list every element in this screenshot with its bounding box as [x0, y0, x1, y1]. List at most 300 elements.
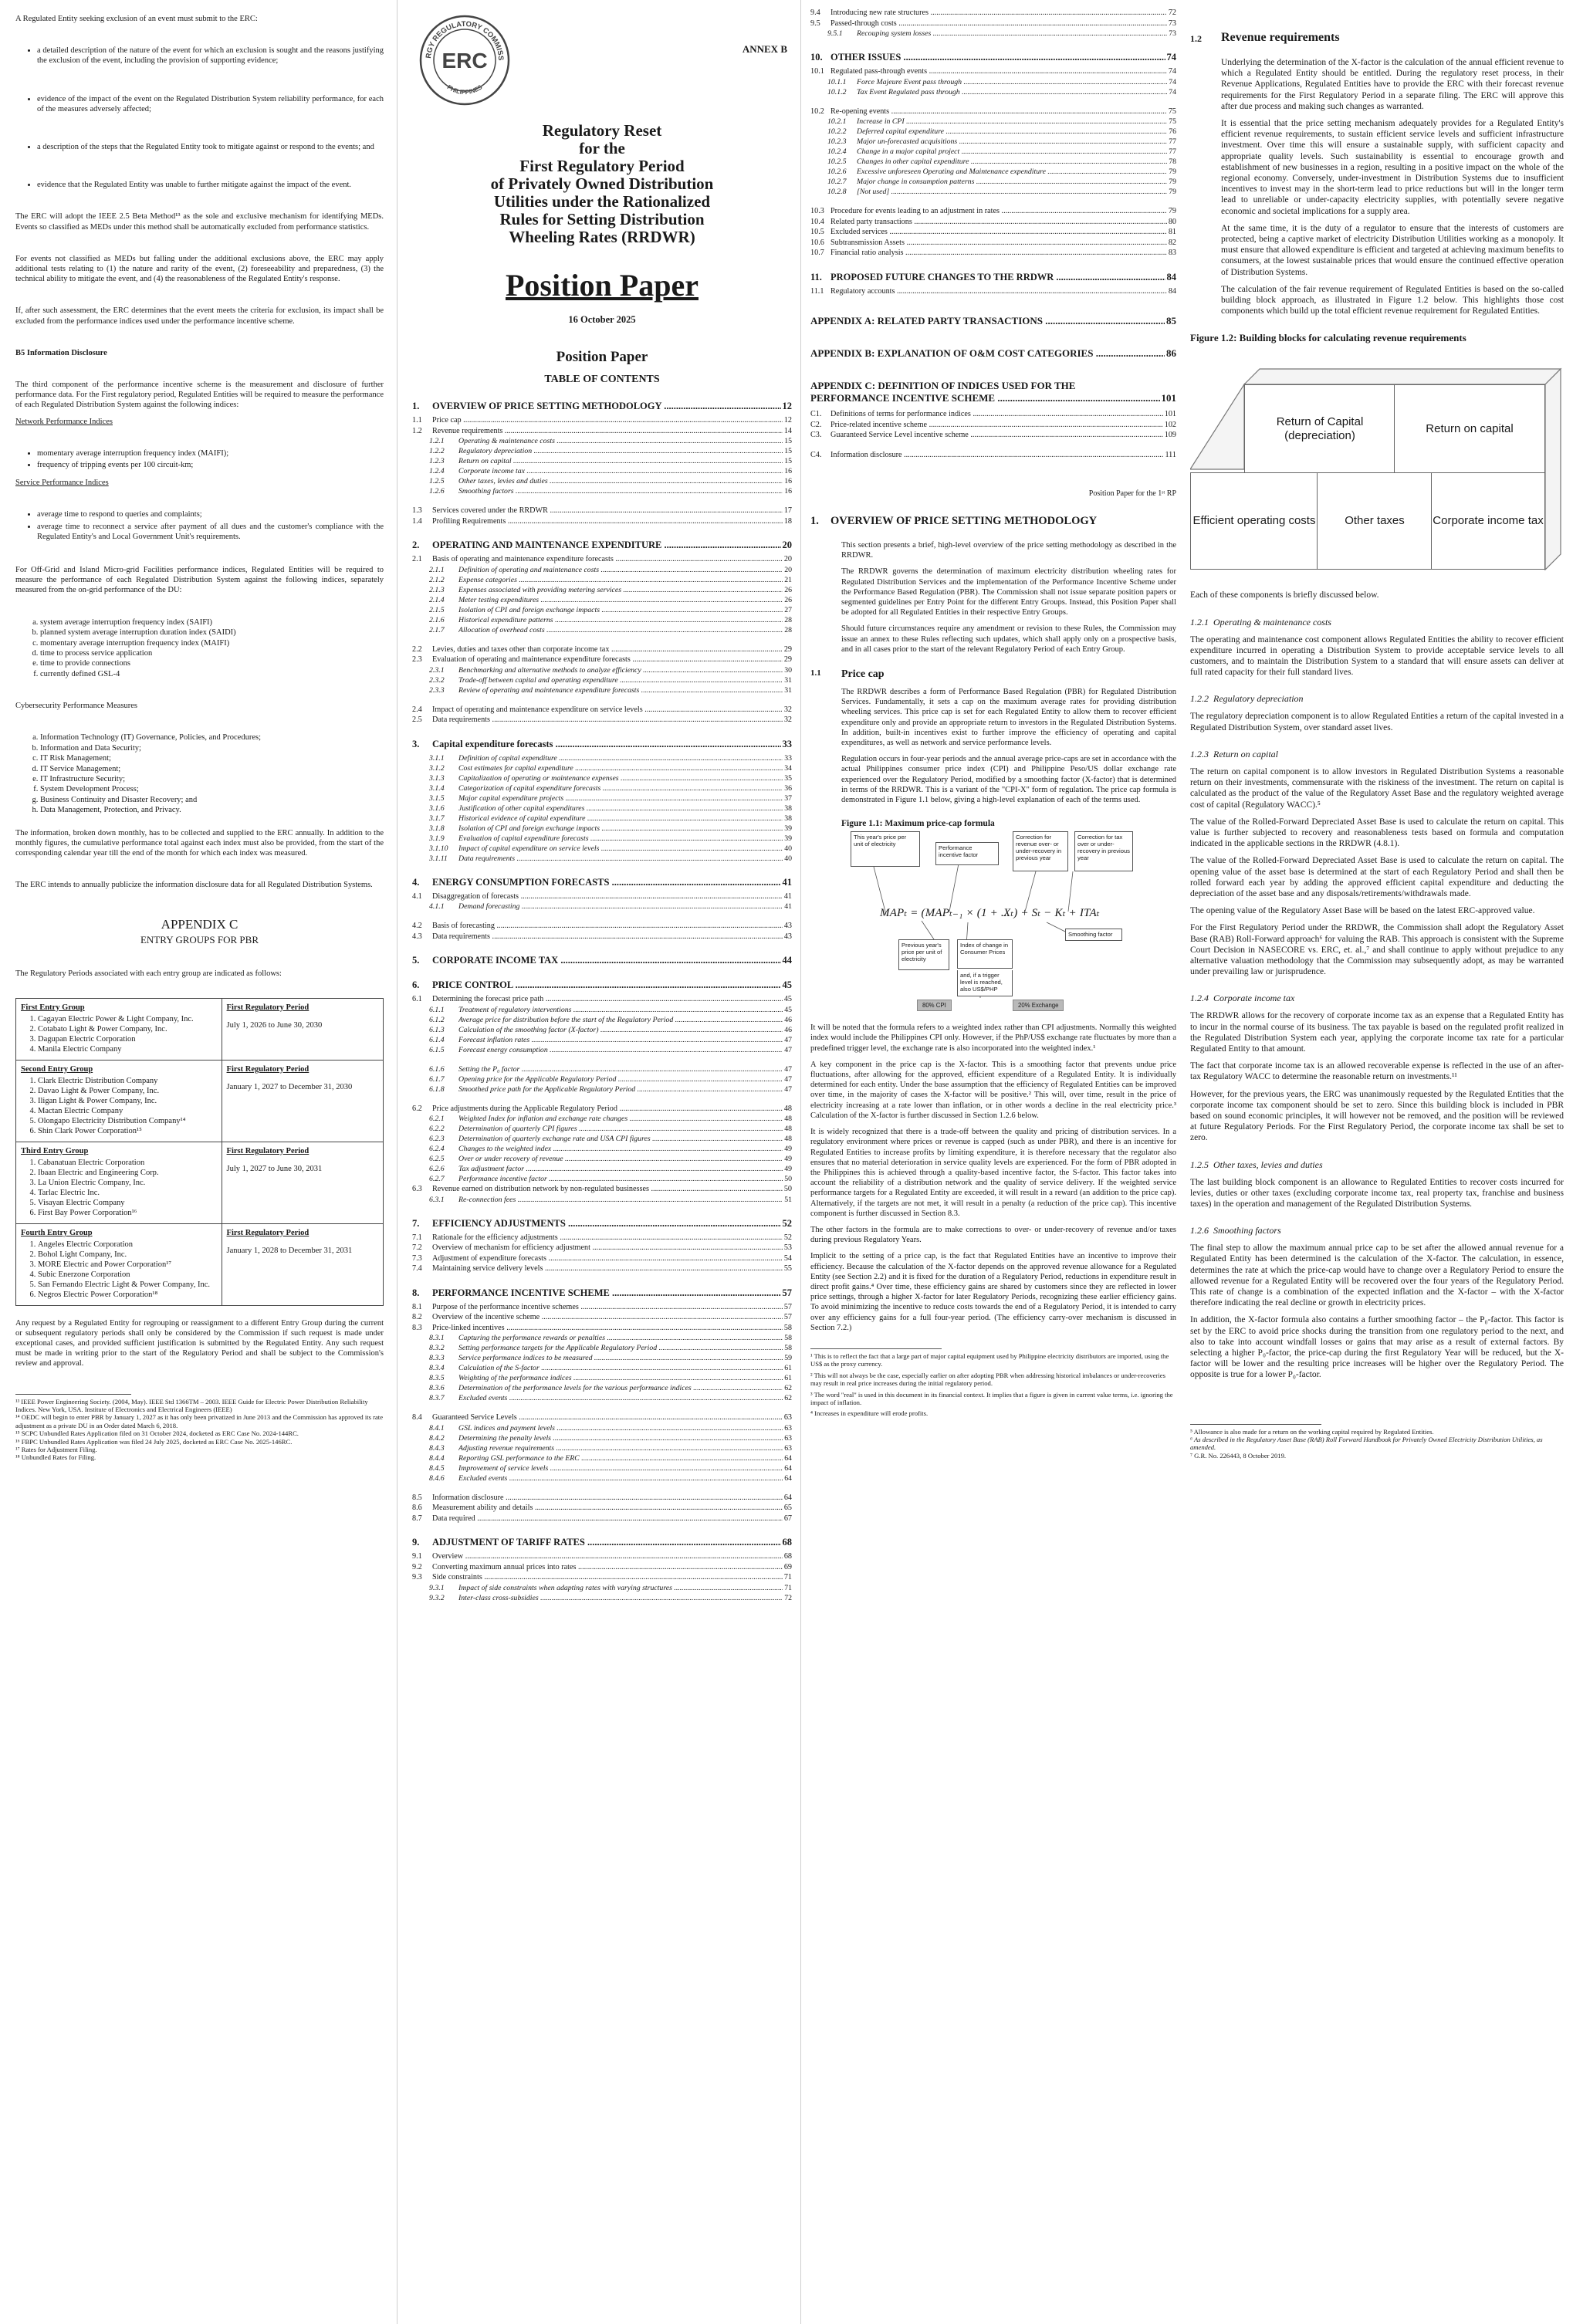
- toc-entry[interactable]: 6.2 Price adjustments during the Applicable Regulatory Period ..... 48: [412, 1104, 792, 1115]
- paragraph: The last building block component is an allowance to Regulated Entities to recover costs incurred for levies, duties or other taxes (excluding corporate income tax, real property tax, franchise and business taxes) in the operation and management of the Regulated Distribution Systems.: [1190, 1177, 1564, 1209]
- toc-entry[interactable]: 8.3.4 Calculation of the S-factor ..... 61: [412, 1363, 792, 1373]
- toc-entry[interactable]: 1.4 Profiling Requirements ..... 18: [412, 516, 792, 527]
- toc-entry[interactable]: 2.2 Levies, duties and taxes other than corporate income tax ..... 29: [412, 644, 792, 655]
- toc-entry[interactable]: 6.3 Revenue earned on distribution network by non-regulated businesses ..... 50: [412, 1184, 792, 1195]
- entry-groups-table: [15, 998, 384, 1306]
- toc-entry[interactable]: 8.3.5 Weighting of the performance indices ..... 61: [412, 1373, 792, 1383]
- toc-entry[interactable]: 2.1.2 Expense categories ..... 21: [412, 575, 792, 585]
- paragraph: Implicit to the setting of a price cap, is the fact that Regulated Entities have an incentive to improve their efficiency. Because the calculation of the X-factor depends on the approved revenue allowance for a Regulated Entity (see Section 2.2) and it is fixed for the duration of a Regulatory Period, reductions in expenditure result in direct profit gains.⁴ Over time, these efficiency gains are shared by customers since they are reflected in lower price settings, through a higher X-factor for later Regulatory Periods, recognizing these earlier efficiency gains. To avoid minimizing the incentive to reduce costs towards the end of a Regulatory Period, it is intended to carry over any efficiency gains for a full four-year period. (The efficiency carry-over mechanism is discussed in Section 7.2.): [810, 1252, 1176, 1332]
- formula-expression: MAPₜ = (MAPₜ₋₁ × (1 + ...: [880, 907, 1010, 920]
- toc-entry[interactable]: 7.4 Maintaining service delivery levels ..... 55: [412, 1263, 792, 1274]
- footnote: ⁶ As described in the Regulatory Asset Base (RAB) Roll Forward Handbook for Privately Owned Electricity Distribution Utilities, as amended.: [1190, 1436, 1543, 1452]
- toc-entry[interactable]: 1.2.5 Other taxes, levies and duties ..... 16: [412, 476, 792, 486]
- page-revenue-requirements: [1181, 0, 1573, 2324]
- table-row: [16, 1223, 384, 1305]
- toc-section-heading[interactable]: 9. ADJUSTMENT OF TARIFF RATES ..... 68: [412, 1536, 792, 1548]
- period-heading: First Regulatory Period: [226, 1228, 310, 1237]
- footnote: ⁷ G.R. No. 226443, 8 October 2019.: [1190, 1451, 1287, 1460]
- paragraph: The fact that corporate income tax is an allowed recoverable expense is reflected in the use of an after-tax Regulatory WACC to determine the reasonable return on investments.¹¹: [1190, 1061, 1564, 1082]
- toc-entry[interactable]: 10.2 Re-opening events ..... 75: [810, 107, 1176, 117]
- list-item: 2. Davao Light & Power Company, Inc.: [38, 1086, 217, 1096]
- paragraph: The RRDWR governs the determination of maximum electricity distribution wheeling rates for Regulated Distribution Services and the implementation of the Performance Incentive Scheme under the Performance Based Regulation (PBR). The Commission shall not issue separate position papers or segmented guidelines per Entry Point for the different Entry Groups. Instead, this Position Paper shall be adopted for all Regulated Entities in their respective Entry Groups.: [841, 567, 1176, 617]
- toc-entry[interactable]: 10.2.8 [Not used] ..... 79: [810, 187, 1176, 197]
- offgrid-indices-list: [15, 617, 384, 679]
- paragraph: It will be noted that the formula refers to a weighted index rather than CPI adjustments. Normally this weighted index would include the Philippines CPI only. However, if the PhP/US$ exchange rate fluctuates by more than a predefined trigger level, the exchange rate is also incorporated into the weighted index.¹: [810, 1023, 1176, 1053]
- paragraph: The other factors in the formula are to make corrections to over- or under-recovery of revenue and/or taxes during previous Regulatory Years.: [810, 1225, 1176, 1245]
- appendix-c-subtitle: ENTRY GROUPS FOR PBR: [140, 934, 259, 946]
- toc-entry[interactable]: 6.1.8 Smoothed price path for the Applicable Regulatory Period ..... 47: [412, 1084, 792, 1094]
- figure-caption: Figure 1.2: Building blocks for calculating revenue requirements: [1190, 332, 1466, 344]
- toc-entry[interactable]: C1. Definitions of terms for performance indices ..... 101: [810, 409, 1176, 420]
- toc-entry[interactable]: 1.2.4 Corporate income tax ..... 16: [412, 466, 792, 476]
- subsection-heading: 1.2.4 Corporate income tax: [1190, 993, 1295, 1004]
- period-heading: First Regulatory Period: [226, 1003, 310, 1012]
- subsection-heading: 1.2.5 Other taxes, levies and duties: [1190, 1159, 1323, 1170]
- exclusion-intro: A Regulated Entity seeking exclusion of an event must submit to the ERC:: [15, 15, 258, 23]
- toc-entry[interactable]: 6.1.4 Forecast inflation rates ..... 47: [412, 1035, 792, 1045]
- toc-entry[interactable]: 9.4 Introducing new rate structures ..... 72: [810, 8, 1176, 19]
- formula-weight-fx: 20% Exchange: [1013, 1000, 1064, 1011]
- toc-entry[interactable]: 2.5 Data requirements ..... 32: [412, 715, 792, 726]
- list-item: • a description of the steps that the Regulated Entity took to mitigate against or respond to the events; and: [37, 142, 384, 152]
- list-item: b. planned system average interruption duration index (SAIDI): [40, 628, 384, 638]
- paragraph: Regulation occurs in four-year periods and the annual average price-caps are set in accordance with the actual Philippines consumer price index (CPI) and Philippine Peso/US dollar exchange rate experienced over the Regulatory Period, modified by a smoothing factor (X-factor) that is determined in terms of the RRDWR. This is a variant of the "CPI-X" form of regulation. The price cap formula is demonstrated in Figure 1.1 below, giving a high-level explanation of each of the terms used.: [841, 755, 1176, 805]
- paragraph: A key component in the price cap is the X-factor. This is a smoothing factor that prevents undue price fluctuations, after allowing for the approved, efficient expenditure of a Regulated Entity. It is individually determined for each entity. Under the base assumption that the efficiency of Regulated Entities can be improved over time, in the majority of cases the X-factor will be positive.² This will, over time, result in the price of electricity increasing at a rate lower than inflation, or in other words a decline in the real electricity price.³ Calculation of the X-factor is further discussed in Section 1.2.6 below.: [810, 1060, 1176, 1120]
- paragraph: The value of the Rolled-Forward Depreciated Asset Base is used to calculate the return on capital. The opening value of the asset base is determined at the start of each Regulatory Period and shall then be rolled forward each year by adding the approved efficient capital expenditure and deducting the depreciation of the asset base and any disposals/retirements/withdrawals made.: [1190, 856, 1564, 898]
- table-row: [16, 1142, 384, 1223]
- footnote: ⁵ Allowance is also made for a return on the working capital required by Regulated Entities.: [1190, 1427, 1434, 1436]
- toc-entry[interactable]: 4.2 Basis of forecasting ..... 43: [412, 921, 792, 932]
- list-item: 1. Clark Electric Distribution Company: [38, 1076, 217, 1086]
- toc-entry[interactable]: 6.2.1 Weighted Index for inflation and exchange rate changes ..... 48: [412, 1114, 792, 1124]
- list-item: b. Information and Data Security;: [40, 743, 384, 753]
- list-item: 2. Bohol Light Company, Inc.: [38, 1250, 217, 1260]
- formula-label: Correction for tax over or under-recovery in previous year: [1074, 831, 1133, 871]
- toc-entry[interactable]: 8.4.4 Reporting GSL performance to the ERC ..... 64: [412, 1453, 792, 1463]
- toc-section-heading[interactable]: 7. EFFICIENCY ADJUSTMENTS ..... 52: [412, 1217, 792, 1230]
- formula-label: Performance incentive factor: [935, 842, 999, 865]
- paragraph: The return on capital component is to allow investors in Regulated Distribution Systems a reasonable return on their investments, commensurate with the riskiness of the investment. The return on capital is calculated as the product of the value of the Regulatory Asset Base and the regulatory weighted average cost of capital (Regulatory WACC).⁵: [1190, 766, 1564, 810]
- period-value: July 1, 2026 to June 30, 2030: [226, 1020, 323, 1030]
- paragraph: Should future circumstances require any amendment or revision to these Rules, the Commission may issue an annex to these Rules reflecting such updates, which shall apply only on a prospective basis, and in all cases prior to the start of the relevant Regulatory Period of each Entry Group.: [841, 624, 1176, 654]
- b5-paragraph: The third component of the performance incentive scheme is the measurement and disclosure of further performance data. For the First regulatory period, Regulated Entities will be required to measure the performance of each Regulated Distribution System against the following indices:: [15, 381, 384, 410]
- entry-group-name: Second Entry Group: [21, 1064, 93, 1074]
- toc-entry[interactable]: 10.2.4 Change in a major capital project ..... 77: [810, 147, 1176, 157]
- toc-entry[interactable]: 8.7 Data required ..... 67: [412, 1514, 792, 1524]
- toc-entry[interactable]: 8.4.2 Determining the penalty levels ..... 63: [412, 1433, 792, 1443]
- list-item: a. Information Technology (IT) Governance, Policies, and Procedures;: [40, 732, 384, 743]
- toc-entry[interactable]: 8.3.7 Excluded events ..... 62: [412, 1393, 792, 1403]
- toc-entry[interactable]: 10.1.1 Force Majeure Event pass through ..... 74: [810, 77, 1176, 87]
- toc-entry[interactable]: 1.2 Revenue requirements ..... 14: [412, 426, 792, 437]
- list-item: 1. Cabanatuan Electric Corporation: [38, 1158, 217, 1168]
- network-indices-list: [15, 448, 384, 470]
- list-item: 4. Subic Enerzone Corporation: [38, 1270, 217, 1280]
- toc-entry[interactable]: 8.5 Information disclosure ..... 64: [412, 1493, 792, 1504]
- block-return-of-capital: Return of Capital (depreciation): [1244, 384, 1395, 474]
- toc-entry[interactable]: 3.1.9 Evaluation of capital expenditure forecasts ..... 39: [412, 834, 792, 844]
- toc-entry[interactable]: 10.2.2 Deferred capital expenditure ..... 76: [810, 127, 1176, 137]
- toc-entry[interactable]: 2.3.2 Trade-off between capital and operating expenditure ..... 31: [412, 675, 792, 685]
- toc-entry[interactable]: 2.1.4 Meter testing expenditures ..... 26: [412, 595, 792, 605]
- toc-entry[interactable]: 9.3 Side constraints ..... 71: [412, 1572, 792, 1583]
- paragraph: The opening value of the Regulatory Asset Base will be based on the latest ERC-approved value.: [1190, 906, 1535, 916]
- paragraph: However, for the previous years, the ERC was unanimously requested by the Regulated Entities that the corporate income tax component should be set to zero. Since this building block is included in PBR based on sound economic principles, it will however not be removed, and the position will be reviewed at future Regulatory Periods. For the First Regulatory Period, the corporate income tax shall be set to zero.: [1190, 1089, 1564, 1143]
- list-item: 4. Mactan Electric Company: [38, 1106, 217, 1116]
- paragraph: Underlying the determination of the X-factor is the calculation of the annual efficient revenue to which a Regulated Entity should be entitled. During the regulatory reset process, in their Revenue Applications, Regulated Entities have to provide the ERC with their forecast revenue requirements for the First Regulatory Period in a separate filing. The ERC will approve this after due process and making such changes as warranted.: [1221, 58, 1564, 111]
- footnote: ¹⁴ OEDC will begin to enter PBR by January 1, 2027 as it has only been privatized in June 2013 and the Commission has approved its rate adjustment as a private DU in an Order dated March 6, 2018.: [15, 1413, 384, 1429]
- subsection-heading: 1.1 Price cap: [810, 668, 885, 681]
- toc-entry[interactable]: 2.1.5 Isolation of CPI and foreign exchange impacts ..... 27: [412, 605, 792, 615]
- toc-entry[interactable]: 10.1 Regulated pass-through events ..... 74: [810, 66, 1176, 77]
- svg-text:ENERGY REGULATORY COMMISSION: RGY REGULATORY COMMISS: [424, 19, 506, 61]
- toc-entry[interactable]: 4.1.1 Demand forecasting ..... 41: [412, 902, 792, 912]
- list-item: • evidence of the impact of the event on the Regulated Distribution System reliability performance, for each of the measures adversely affected;: [37, 94, 384, 114]
- period-heading: First Regulatory Period: [226, 1064, 310, 1074]
- list-item: c. momentary average interruption frequency index (MAIFI): [40, 638, 384, 648]
- toc-section-heading[interactable]: 5. CORPORATE INCOME TAX ..... 44: [412, 954, 792, 966]
- toc-entry[interactable]: 9.3.1 Impact of side constraints when adapting rates with varying structures ..... 71: [412, 1583, 792, 1593]
- toc-entry[interactable]: 6.2.2 Determination of quarterly CPI figures ..... 48: [412, 1124, 792, 1134]
- table-row: [16, 998, 384, 1060]
- subsection-heading: 1.2.3 Return on capital: [1190, 748, 1278, 759]
- toc-entry[interactable]: 6.1.1 Treatment of regulatory interventions ..... 45: [412, 1005, 792, 1015]
- formula-label: Smoothing factor: [1065, 929, 1122, 941]
- period-heading: First Regulatory Period: [226, 1146, 310, 1155]
- list-item: • momentary average interruption frequency index (MAIFI);: [37, 448, 384, 458]
- toc-appendix-c[interactable]: PERFORMANCE INCENTIVE SCHEME ..... 101: [810, 392, 1176, 404]
- toc-entry[interactable]: 3.1.8 Isolation of CPI and foreign exchange impacts ..... 39: [412, 824, 792, 834]
- cyber-measures-list: [15, 732, 384, 815]
- list-item: 2. Cotabato Light & Power Company, Inc.: [38, 1024, 217, 1034]
- list-item: 4. Tarlac Electric Inc.: [38, 1188, 217, 1198]
- list-item: e. IT Infrastructure Security;: [40, 774, 384, 784]
- list-item: f. currently defined GSL-4: [40, 669, 384, 679]
- period-value: July 1, 2027 to June 30, 2031: [226, 1164, 323, 1173]
- formula-label: and, if a trigger level is reached, also US$/PHP: [957, 970, 1013, 996]
- toc-entry[interactable]: 6.1.5 Forecast energy consumption ..... 47: [412, 1045, 792, 1055]
- footnote-divider: [810, 1348, 942, 1349]
- list-item: • a detailed description of the nature of the event for which an exclusion is sought and the reasons justifying the exclusion of the event, including the provision of supporting evidence;: [37, 46, 384, 66]
- footnote: ¹⁶ FBPC Unbundled Rates Application was filed 24 July 2025, docketed as ERC Case No. 2025-146RC.: [15, 1437, 293, 1446]
- toc-entry[interactable]: 3.1.3 Capitalization of operating or maintenance expenses ..... 35: [412, 773, 792, 783]
- toc-entry[interactable]: 10.2.1 Increase in CPI ..... 75: [810, 117, 1176, 127]
- paragraph: Each of these components is briefly discussed below.: [1190, 590, 1379, 600]
- toc-entry[interactable]: 1.1 Price cap ..... 12: [412, 415, 792, 426]
- toc-entry[interactable]: 8.4.6 Excluded events ..... 64: [412, 1473, 792, 1483]
- paragraph: It is essential that the price setting mechanism adequately provides for a Regulated Entity's efficient revenue requirements, to sustain efficient service levels and sufficient infrastructure investment. Over time this will ensure a sustainable supply, with sufficient capacity and appropriate quality levels. Such sustainability is essential to encourage growth and establishment of new businesses in a region, resulting in a positive impact on the whole of the regional economy. Conversely, under-investment in Distribution Systems due to insufficient incentives to invest may in the short-term lead to price reductions but will in the longer term lead to unreliable or under-capacity electricity supplies, with potentially severe negative economic and societal implications for a supply area.: [1221, 119, 1564, 216]
- toc-section-heading[interactable]: 4. ENERGY CONSUMPTION FORECASTS ..... 41: [412, 876, 792, 888]
- toc-entry[interactable]: 8.4.5 Improvement of service levels ..... 64: [412, 1463, 792, 1473]
- toc-entry[interactable]: 2.4 Impact of operating and maintenance expenditure on service levels ..... 32: [412, 705, 792, 715]
- toc-entry[interactable]: 8.3.3 Service performance indices to be measured ..... 59: [412, 1353, 792, 1363]
- list-item: 4. Manila Electric Company: [38, 1044, 217, 1054]
- appendix-c-title: APPENDIX C: [161, 917, 238, 932]
- toc-entry[interactable]: 10.2.6 Excessive unforeseen Operating and Maintenance expenditure ..... 79: [810, 167, 1176, 177]
- toc-entry[interactable]: 8.3.6 Determination of the performance levels for the various performance indices ..... 62: [412, 1383, 792, 1393]
- footnote: ³ The word "real" is used in this document in its financial context. It implies that a figure is given in current value terms, i.e. ignoring the impact of inflation.: [810, 1390, 1173, 1406]
- toc-appendix-b[interactable]: APPENDIX B: EXPLANATION OF O&M COST CATEGORIES ..... 86: [810, 347, 1176, 360]
- toc-entry[interactable]: 6.2.3 Determination of quarterly exchange rate and USA CPI figures ..... 48: [412, 1134, 792, 1144]
- toc-entry[interactable]: 3.1.2 Cost estimates for capital expenditure ..... 34: [412, 763, 792, 773]
- list-item: 1. Angeles Electric Corporation: [38, 1240, 217, 1250]
- document-date: 16 October 2025: [568, 314, 636, 325]
- cover-title: Regulatory Reset for the First Regulatory Period of Privately Owned Distribution Utilities under the Rationalized Rules for Setting Distribution Wheeling Rates (RRDWR): [490, 121, 714, 246]
- footnote: ¹⁵ SCPC Unbundled Rates Application filed on 31 October 2024, docketed as ERC Case No. 2024-144RC.: [15, 1429, 299, 1438]
- toc-section-heading[interactable]: 11. PROPOSED FUTURE CHANGES TO THE RRDWR ..... 84: [810, 271, 1176, 283]
- entry-group-name: Fourth Entry Group: [21, 1228, 93, 1237]
- toc-entry[interactable]: 1.2.2 Regulatory depreciation ..... 15: [412, 446, 792, 456]
- toc-entry[interactable]: 10.6 Subtransmission Assets ..... 82: [810, 238, 1176, 249]
- section-heading: 1. OVERVIEW OF PRICE SETTING METHODOLOGY: [810, 515, 1098, 527]
- toc-entry[interactable]: 6.1 Determining the forecast price path ..... 45: [412, 994, 792, 1005]
- toc-appendix-c-line1: APPENDIX C: DEFINITION OF INDICES USED FOR THE: [810, 380, 1076, 391]
- footnote: ¹ This is to reflect the fact that a large part of major capital equipment used by Philippine electricity distributors are imported, using the US$ as the proxy currency.: [810, 1351, 1169, 1368]
- building-blocks-figure: [1190, 354, 1564, 577]
- toc-entry[interactable]: 3.1.6 Justification of other capital expenditures ..... 38: [412, 803, 792, 814]
- footnote-divider: [1190, 1424, 1321, 1425]
- toc-document-type: Position Paper: [556, 349, 648, 365]
- list-item: 3. La Union Electric Company, Inc.: [38, 1178, 217, 1188]
- toc-section-heading[interactable]: 2. OPERATING AND MAINTENANCE EXPENDITURE ..... 20: [412, 539, 792, 551]
- toc-entry[interactable]: 3.1.1 Definition of capital expenditure ..... 33: [412, 753, 792, 763]
- toc-entry[interactable]: 10.1.2 Tax Event Regulated pass through ..... 74: [810, 87, 1176, 97]
- network-indices-heading: Network Performance Indices: [15, 417, 113, 426]
- list-item: 3. MORE Electric and Power Corporation¹⁷: [38, 1260, 217, 1270]
- toc-entry[interactable]: 7.2 Overview of mechanism for efficiency adjustment ..... 53: [412, 1243, 792, 1253]
- toc-entry[interactable]: 2.1 Basis of operating and maintenance expenditure forecasts ..... 20: [412, 554, 792, 565]
- toc-entry[interactable]: C4. Information disclosure ..... 111: [810, 450, 1176, 461]
- toc-entry[interactable]: 6.2.5 Over or under recovery of revenue ..... 49: [412, 1154, 792, 1164]
- toc-entry[interactable]: 8.4.3 Adjusting revenue requirements ..... 63: [412, 1443, 792, 1453]
- page-appendix-b5-c: [0, 0, 390, 2324]
- running-header: Position Paper for the 1ˢᵗ RP: [1088, 489, 1176, 498]
- toc-entry[interactable]: 9.5.1 Recouping system losses ..... 73: [810, 29, 1176, 39]
- footnote: ² This will not always be the case, especially earlier on after adopting PBR when addressing historical imbalances or under-recoveries may result in real price increases during the initial regulatory period.: [810, 1371, 1165, 1388]
- toc-entry[interactable]: 9.3.2 Inter-class cross-subsidies ..... 72: [412, 1593, 792, 1603]
- toc-section-heading[interactable]: 8. PERFORMANCE INCENTIVE SCHEME ..... 57: [412, 1287, 792, 1299]
- toc-entry[interactable]: 10.2.5 Changes in other capital expenditure ..... 78: [810, 157, 1176, 167]
- toc-entry[interactable]: 6.1.2 Average price for distribution before the start of the Regulatory Period ..... 46: [412, 1015, 792, 1025]
- list-item: 2. Ibaan Electric and Engineering Corp.: [38, 1168, 217, 1178]
- toc-section-heading[interactable]: 10. OTHER ISSUES ..... 74: [810, 51, 1176, 63]
- section-heading: 1.2 Revenue requirements: [1190, 31, 1340, 44]
- svg-text:ERC: ERC: [441, 49, 488, 73]
- entry-group-members: [21, 1076, 217, 1136]
- list-item: • average time to reconnect a service after payment of all dues and the customer's compliance with the Regulated Entity's and Local Government Unit's requirements.: [37, 522, 384, 542]
- document-type-title: Position Paper: [506, 268, 699, 303]
- service-indices-heading: Service Performance Indices: [15, 479, 109, 488]
- toc-entry[interactable]: 10.3 Procedure for events leading to an adjustment in rates ..... 79: [810, 206, 1176, 217]
- list-item: 6. Negros Electric Power Corporation¹⁸: [38, 1290, 217, 1300]
- formula-label: This year's price per unit of electricity: [851, 831, 920, 867]
- toc-entry[interactable]: 8.4 Guaranteed Service Levels ..... 63: [412, 1412, 792, 1423]
- toc-entry[interactable]: 7.3 Adjustment of expenditure forecasts ..... 54: [412, 1253, 792, 1264]
- paragraph: The value of the Rolled-Forward Depreciated Asset Base is used to calculate the return on capital. This value is further subjected to recovery and reasonableness tests based on formula and computation indicated in the applicable sections in the RRDWR (4.8.1).: [1190, 817, 1564, 849]
- toc-entry[interactable]: 6.2.6 Tax adjustment factor ..... 49: [412, 1164, 792, 1174]
- entry-group-members: [21, 1014, 217, 1054]
- page-cover-toc: [404, 0, 798, 2324]
- list-item: c. IT Risk Management;: [40, 753, 384, 763]
- toc-entry[interactable]: 1.2.3 Return on capital ..... 15: [412, 456, 792, 466]
- toc-entry[interactable]: 10.2.7 Major change in consumption patterns ..... 79: [810, 177, 1176, 187]
- entry-group-members: [21, 1158, 217, 1218]
- toc-entry[interactable]: 6.1.7 Opening price for the Applicable Regulatory Period ..... 47: [412, 1074, 792, 1084]
- subsection-heading: 1.2.2 Regulatory depreciation: [1190, 693, 1304, 705]
- toc-entry[interactable]: 2.3 Evaluation of operating and maintenance expenditure forecasts ..... 29: [412, 655, 792, 665]
- paragraph: This section presents a brief, high-level overview of the price setting methodology as described in the RRDWR.: [841, 541, 1176, 560]
- toc-entry[interactable]: 10.4 Related party transactions ..... 80: [810, 217, 1176, 228]
- toc-entry[interactable]: 10.5 Excluded services ..... 81: [810, 227, 1176, 238]
- period-value: January 1, 2027 to December 31, 2030: [226, 1082, 353, 1091]
- toc-entry[interactable]: 1.3 Services covered under the RRDWR ..... 17: [412, 506, 792, 516]
- price-cap-formula-figure: [841, 831, 1176, 1017]
- table-of-contents-continued: [810, 8, 1176, 296]
- toc-entry[interactable]: 6.3.1 Re-connection fees ..... 51: [412, 1195, 792, 1205]
- list-item: 5. Olongapo Electricity Distribution Company¹⁴: [38, 1116, 217, 1126]
- formula-label: Index of change in Consumer Prices: [957, 939, 1013, 969]
- toc-entry[interactable]: 4.1 Disaggregation of forecasts ..... 41: [412, 891, 792, 902]
- page-toc-overview: [803, 0, 1182, 2324]
- footnote: ¹³ IEEE Power Engineering Society. (2004, May). IEEE Std 1366TM – 2003. IEEE Guide for Electric Power Distribution Reliability Indices. New York, USA. Institute of Electronics and Electrical Engineers (IEEE): [15, 1397, 368, 1414]
- list-item: g. Business Continuity and Disaster Recovery; and: [40, 795, 384, 805]
- regroup-paragraph: Any request by a Regulated Entity for regrouping or reassignment to a different Entry Group during the current or subsequent regulatory periods shall only be considered by the Commission if such request is made under exceptional cases, and provided sufficient justification is submitted by the Regulated Entity. Any such request must be made in writing prior to the start of the Regulatory Period and shall be subject to the Commission's review and approval.: [15, 1318, 384, 1368]
- toc-entry[interactable]: 2.1.6 Historical expenditure patterns ..... 28: [412, 615, 792, 625]
- toc-entry[interactable]: 6.1.6 Setting the P₀ factor ..... 47: [412, 1064, 792, 1074]
- toc-entry[interactable]: 8.1 Purpose of the performance incentive schemes ..... 57: [412, 1302, 792, 1313]
- toc-entry[interactable]: 3.1.7 Historical evidence of capital expenditure ..... 38: [412, 814, 792, 824]
- cyber-heading: Cybersecurity Performance Measures: [15, 702, 138, 711]
- subsection-heading: 1.2.1 Operating & maintenance costs: [1190, 616, 1331, 628]
- toc-entry[interactable]: 6.1.3 Calculation of the smoothing factor (X-factor) ..... 46: [412, 1025, 792, 1035]
- toc-entry[interactable]: 3.1.4 Categorization of capital expenditure forecasts ..... 36: [412, 783, 792, 793]
- toc-entry[interactable]: 3.1.10 Impact of capital expenditure on service levels ..... 40: [412, 844, 792, 854]
- figure-caption: Figure 1.1: Maximum price-cap formula: [841, 819, 995, 829]
- footnote-divider: [15, 1394, 131, 1395]
- toc-entry[interactable]: 8.4.1 GSL indices and payment levels ..... 63: [412, 1423, 792, 1433]
- subsection-heading: 1.2.6 Smoothing factors: [1190, 1225, 1281, 1236]
- formula-label: Previous year's price per unit of electricity: [898, 939, 949, 970]
- paragraph: In addition, the X-factor formula also contains a further smoothing factor – the P₀-factor. This factor is set by the ERC to avoid price shocks during the transition from one regulatory period to the next, and also to take into account windfall losses or gains that may arise as a result of external factors. By selecting a higher P₀-factor, the price-cap during the first Regulatory Year will be reduced, but the X-factor will be lower and the resulting price increases will be higher over the Regulatory Period. The opposite is true for a lower P₀-factor.: [1190, 1315, 1564, 1380]
- footnote: ¹⁷ Rates for Adjustment Filing.: [15, 1446, 97, 1454]
- service-indices-list: [15, 509, 384, 542]
- toc-section-heading[interactable]: 6. PRICE CONTROL ..... 45: [412, 979, 792, 991]
- toc-entry[interactable]: C2. Price-related incentive scheme ..... 102: [810, 420, 1176, 431]
- toc-entry[interactable]: 10.7 Financial ratio analysis ..... 83: [810, 248, 1176, 259]
- b5-heading: B5 Information Disclosure: [15, 348, 107, 357]
- paragraph: The calculation of the fair revenue requirement of Regulated Entities is based on the so-called building block approach, as illustrated in Figure 1.2 below. This highlights those cost components which build up the total efficient revenue requirement for Regulated Entities.: [1221, 284, 1564, 316]
- entry-group-members: [21, 1240, 217, 1300]
- footnote: ¹⁸ Unbundled Rates for Filing.: [15, 1453, 96, 1462]
- toc-section-heading[interactable]: 1. OVERVIEW OF PRICE SETTING METHODOLOGY ..... 12: [412, 400, 792, 412]
- list-item: 6. Shin Clark Power Corporation¹⁵: [38, 1126, 217, 1136]
- offgrid-paragraph: For Off-Grid and Island Micro-grid Facilities performance indices, Regulated Entities will be required to measure the performance of each Regulated Distribution System against the following indices, separately measured from the on-grid performance of the DU:: [15, 566, 384, 595]
- formula-expression-tail: Xₜ) + Sₜ − Kₜ + ITAₜ: [1003, 907, 1100, 920]
- toc-entry[interactable]: 2.1.3 Expenses associated with providing metering services ..... 26: [412, 585, 792, 595]
- period-value: January 1, 2028 to December 31, 2031: [226, 1246, 353, 1255]
- paragraph: The final step to allow the maximum annual price cap to be set after the allowed annual revenue for a Regulated Entity has been determined is the calculation of the X-factor. The calculation, in essence, determines the rate at which the price-cap would have to change over a Regulatory Period to ensure the allowed revenue for a Regulated Entity will be recovered over the four years of the Regulatory Period. This rate of change is a combination of the expected inflation and the X-factor – with the X-factor therefore indicating the real decline or growth in electricity prices.: [1190, 1243, 1564, 1308]
- list-item: 6. First Bay Power Corporation¹⁶: [38, 1208, 217, 1218]
- paragraph: At the same time, it is the duty of a regulator to ensure that the interests of customers are protected, being a captive market of electricity Distribution Utilities working as a monopoly. It must ensure that allowed expenditure is efficient and targeted at achieving maximum benefits to consumers, at the lowest sustainable prices that would ensure the continued effective operation of Distribution Systems.: [1221, 223, 1564, 277]
- toc-entry[interactable]: 1.2.1 Operating & maintenance costs ..... 15: [412, 436, 792, 446]
- list-item: d. IT Service Management;: [40, 764, 384, 774]
- paragraph: The operating and maintenance cost component allows Regulated Entities the ability to recover efficient expenditure incurred in operating a Distribution System to provide acceptable service levels to all customers, and to maintain the Distribution System to a standard that will ensure assets can deliver at full rated capacity for their full standard lives.: [1190, 634, 1564, 678]
- toc-entry[interactable]: 8.3.2 Setting performance targets for the Applicable Regulatory Period ..... 58: [412, 1343, 792, 1353]
- block-return-on-capital: Return on capital: [1394, 384, 1545, 474]
- annex-label: ANNEX B: [742, 43, 787, 55]
- list-item: 5. San Fernando Electric Light & Power Company, Inc.: [38, 1280, 217, 1290]
- toc-appendix-c-items: [810, 409, 1176, 460]
- toc-entry[interactable]: 4.3 Data requirements ..... 43: [412, 932, 792, 942]
- toc-entry[interactable]: 11.1 Regulatory accounts ..... 84: [810, 286, 1176, 297]
- paragraph: The RRDWR allows for the recovery of corporate income tax as an expense that a Regulated Entity has to incur in the normal course of its business. The tax payable is based on the regulated profit realized in the Regulated Distribution System each year, applying the corporate income tax rate for a particular Regulated Entity to that amount.: [1190, 1011, 1564, 1054]
- toc-entry[interactable]: 1.2.6 Smoothing factors ..... 16: [412, 486, 792, 496]
- toc-entry[interactable]: 7.1 Rationale for the efficiency adjustments ..... 52: [412, 1233, 792, 1243]
- appendix-c-paragraph: The Regulatory Periods associated with each entry group are indicated as follows:: [15, 969, 282, 979]
- erc-seal-logo: [418, 14, 511, 107]
- entry-group-name: First Entry Group: [21, 1003, 85, 1012]
- list-item: e. time to provide connections: [40, 658, 384, 668]
- toc-entry[interactable]: 9.5 Passed-through costs ..... 73: [810, 19, 1176, 29]
- list-item: 1. Cagayan Electric Power & Light Company, Inc.: [38, 1014, 217, 1024]
- list-item: • frequency of tripping events per 100 circuit-km;: [37, 460, 384, 470]
- toc-entry[interactable]: 8.3.1 Capturing the performance rewards or penalties ..... 58: [412, 1333, 792, 1343]
- table-of-contents: [412, 400, 792, 1603]
- svg-text:PHILIPPINES: PHILIPPINES: [445, 83, 484, 96]
- paragraph: For the First Regulatory Period under the RRDWR, the Commission shall adopt the Regulatory Asset Base (RAB) Roll-Forward approach⁶ for valuing the RAB. This approach is consistent with the Supreme Court Decision in NASECORE vs. ERC, et. al.,⁷ and shall continue to apply without prejudice to any alternative valuation methodology that the Commission may subsequently adopt, as may be warranted under prevailing law or jurisprudence.: [1190, 923, 1564, 977]
- toc-section-heading[interactable]: 3. Capital expenditure forecasts ..... 33: [412, 738, 792, 750]
- paragraph-after-assessment: If, after such assessment, the ERC determines that the event meets the criteria for exclusion, its impact shall be excluded from the performance indices used under the performance incentive scheme.: [15, 306, 384, 326]
- toc-entry[interactable]: 6.2.7 Performance incentive factor ..... 50: [412, 1174, 792, 1184]
- formula-weight-cpi: 80% CPI: [917, 1000, 952, 1011]
- toc-entry[interactable]: 8.2 Overview of the incentive scheme ..... 57: [412, 1312, 792, 1323]
- toc-appendix-a[interactable]: APPENDIX A: RELATED PARTY TRANSACTIONS ..... 85: [810, 315, 1176, 327]
- toc-entry[interactable]: C3. Guaranteed Service Level incentive scheme ..... 109: [810, 430, 1176, 441]
- toc-entry[interactable]: 8.3 Price-linked incentives ..... 58: [412, 1323, 792, 1334]
- table-row: [16, 1060, 384, 1142]
- list-item: 3. Dagupan Electric Corporation: [38, 1034, 217, 1044]
- list-item: h. Data Management, Protection, and Privacy.: [40, 805, 384, 815]
- block-corporate-income-tax: Corporate income tax: [1431, 472, 1545, 570]
- publicize-paragraph: The ERC intends to annually publicize the information disclosure data for all Regulated Distribution Systems.: [15, 881, 373, 890]
- paragraph: It is widely recognized that there is a trade-off between the quality and pricing of distribution services. In a regulatory environment where prices or revenue is capped (such as under PBR), and there is an incentive for Regulated Entities to increase profits by limiting expenditure, it is therefore necessary that the regulator also ensures that no material deterioration in service quality levels are experienced. For the form of PBR adopted in the Philippines this is achieved through a quality-based incentive factor, the S-factor. This factor takes into account the reliability of a distribution network and the quality of service delivery. If the weighted service performance targets for a Regulated Entity are exceeded, it will result in a reward (an addition to the price cap). Alternatively, if the targets are not met, it will result in a penalty (a reduction of the price cap). This incentive component is further discussed in Section 8.3.: [810, 1128, 1176, 1218]
- formula-label: Correction for revenue over- or under-recovery in previous year: [1013, 831, 1068, 871]
- paragraph-non-med: For events not classified as MEDs but falling under the additional exclusions above, the ERC may apply additional tests relating to (1) the nature and rarity of the event, (2) foreseeability and preparedness, (3) the technical ability to mitigate the event, and (4) the reasonableness of the Regulated Entity's response.: [15, 254, 384, 284]
- toc-entry[interactable]: 2.1.1 Definition of operating and maintenance costs ..... 20: [412, 565, 792, 575]
- list-item: 5. Visayan Electric Company: [38, 1198, 217, 1208]
- toc-entry[interactable]: 3.1.11 Data requirements ..... 40: [412, 854, 792, 864]
- toc-entry[interactable]: 2.3.3 Review of operating and maintenance expenditure forecasts ..... 31: [412, 685, 792, 695]
- toc-entry[interactable]: 2.1.7 Allocation of overhead costs ..... 28: [412, 625, 792, 635]
- list-item: d. time to process service application: [40, 648, 384, 658]
- list-item: • average time to respond to queries and complaints;: [37, 509, 384, 519]
- toc-entry[interactable]: 8.6 Measurement ability and details ..... 65: [412, 1503, 792, 1514]
- toc-entry[interactable]: 2.3.1 Benchmarking and alternative methods to analyze efficiency ..... 30: [412, 665, 792, 675]
- toc-entry[interactable]: 9.1 Overview ..... 68: [412, 1551, 792, 1562]
- erc-seal-icon: [418, 14, 511, 107]
- toc-entry[interactable]: 9.2 Converting maximum annual prices into rates ..... 69: [412, 1562, 792, 1573]
- entry-group-name: Third Entry Group: [21, 1146, 89, 1155]
- toc-title: TABLE OF CONTENTS: [544, 374, 660, 385]
- paragraph: The RRDWR describes a form of Performance Based Regulation (PBR) for Regulated Distribution Services. Fundamentally, it sets a cap on the maximum average rates for providing distribution wheeling services. This price cap is set for each Regulated Entity to allow them to recover efficient expenditure only and provide an appropriate return to investors in the Regulated Distribution Systems. In addition, built-in incentives exist to further improve the efficiency of operating and capital expenditures, as well as network and service performance levels.: [841, 688, 1176, 748]
- list-item: • evidence that the Regulated Entity was unable to further mitigate against the impact of the event.: [37, 180, 384, 190]
- block-other-taxes: Other taxes: [1317, 472, 1433, 570]
- list-item: f. System Development Process;: [40, 784, 384, 794]
- toc-entry[interactable]: 6.2.4 Changes to the weighted index ..... 49: [412, 1144, 792, 1154]
- toc-entry[interactable]: 3.1.5 Major capital expenditure projects ..... 37: [412, 793, 792, 803]
- list-item: a. system average interruption frequency index (SAIFI): [40, 617, 384, 628]
- toc-entry[interactable]: 10.2.3 Major un-forecasted acquisitions ..... 77: [810, 137, 1176, 147]
